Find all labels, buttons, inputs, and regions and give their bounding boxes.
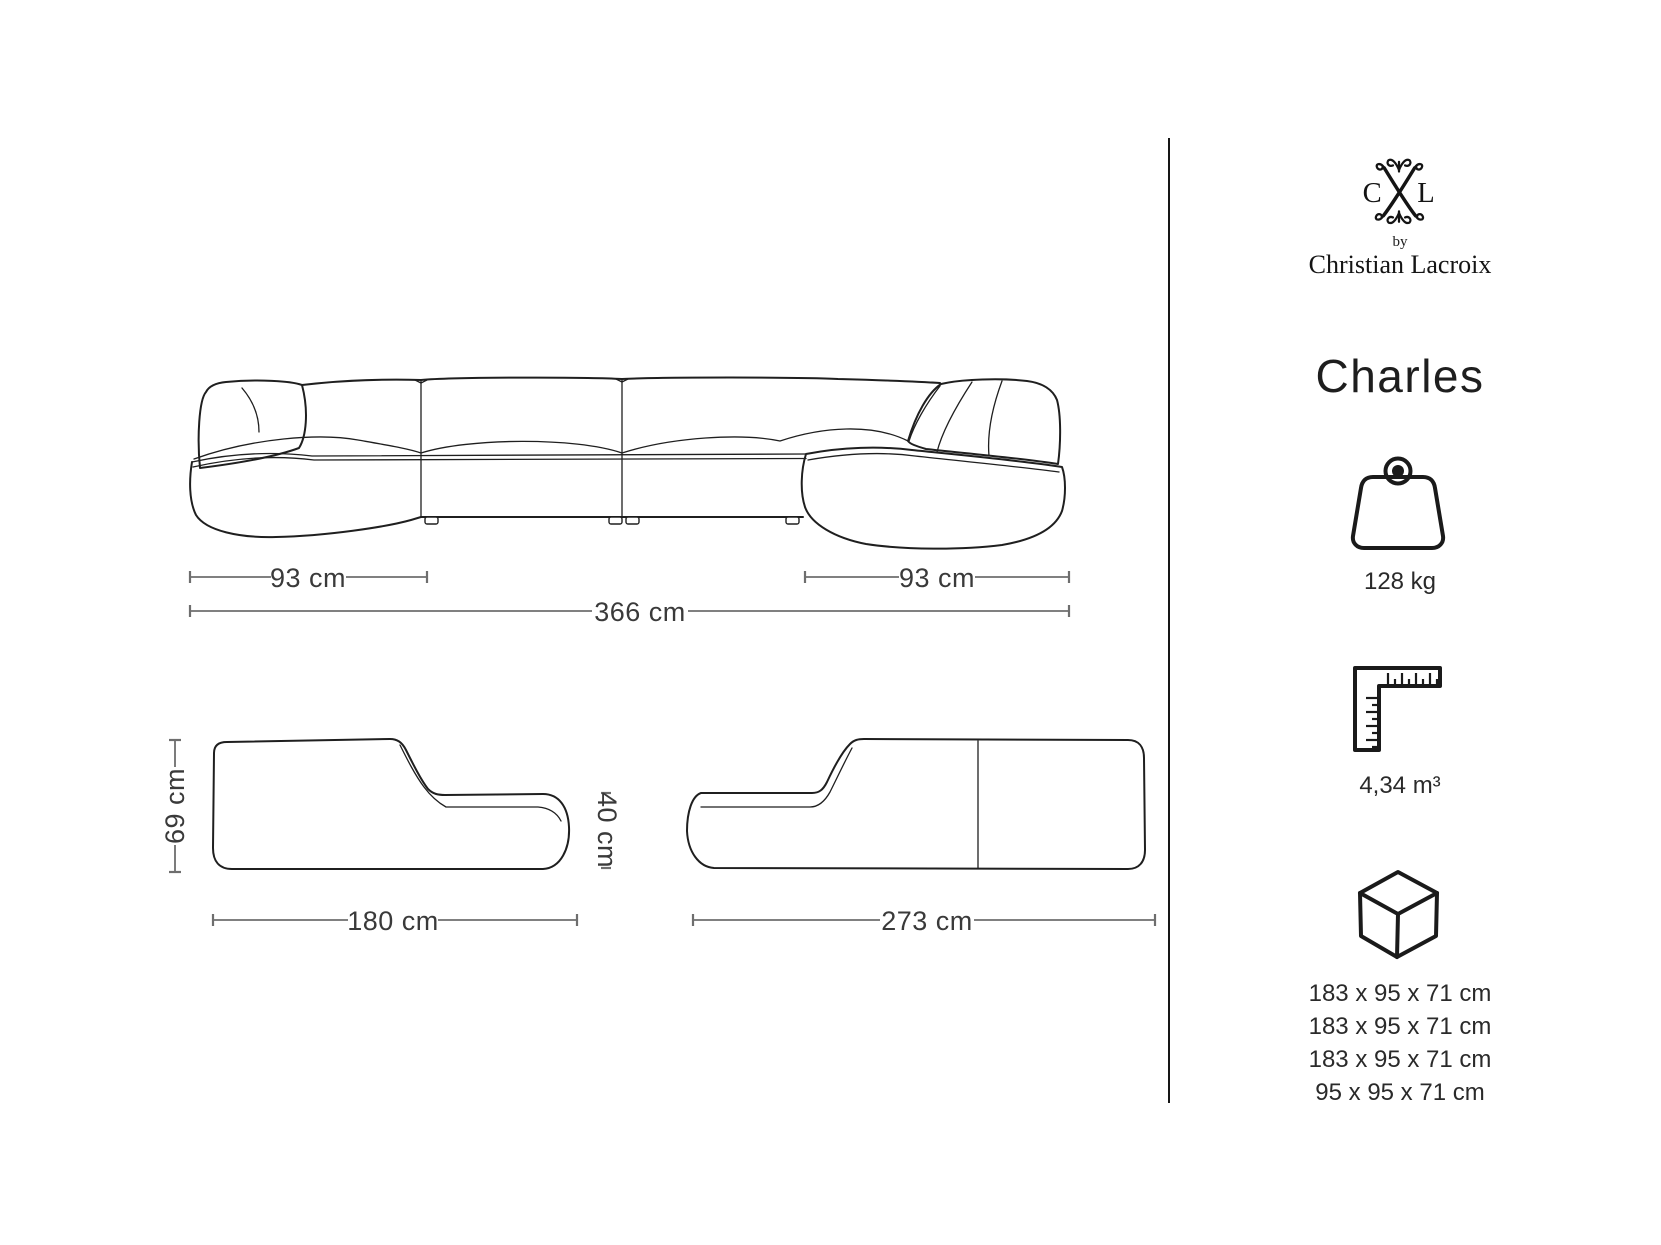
top-view-dimensions — [190, 563, 1069, 627]
right-cushion-pleat — [989, 381, 1002, 456]
left-side-dimensions — [160, 740, 622, 936]
sofa-foot — [786, 517, 799, 524]
cl-monogram-icon — [1360, 155, 1438, 233]
right-chaise-body — [802, 448, 1065, 549]
right-chaise-edge-line — [808, 454, 1059, 472]
product-name: Charles — [1315, 350, 1485, 402]
brand-by-label: by — [1392, 234, 1408, 250]
seat-cushion-curve-3 — [622, 429, 908, 453]
package-size-list — [1280, 977, 1520, 1109]
dim-left-chaise-width: 93 cm — [269, 563, 347, 593]
package-cube-icon — [1352, 864, 1447, 964]
package-size: 95 x 95 x 71 cm — [1315, 1079, 1485, 1106]
seat-front-edge-lower — [193, 458, 806, 467]
right-side-dimensions — [693, 906, 1155, 936]
sofa-foot — [425, 517, 438, 524]
left-chaise-body — [190, 462, 421, 537]
sofa-side-view-right — [687, 739, 1145, 869]
right-profile-outline — [687, 739, 1145, 869]
monogram-letter-c: C — [1362, 177, 1382, 209]
dim-right-chaise-width: 93 cm — [898, 563, 976, 593]
weight-value: 128 kg — [1363, 568, 1437, 595]
left-profile-outline — [213, 739, 569, 869]
brand-name: Christian Lacroix — [1308, 250, 1492, 279]
monogram-letter-l: L — [1417, 177, 1435, 209]
dim-right-section-depth: 273 cm — [881, 906, 973, 936]
dim-left-section-depth: 180 cm — [347, 906, 439, 936]
right-cushion-pleat — [937, 382, 972, 452]
sofa-side-view-left — [213, 739, 569, 869]
left-back-cushion — [199, 381, 306, 468]
right-cushion-pleat — [909, 386, 940, 441]
volume-value: 4,34 m³ — [1359, 772, 1441, 799]
sofa-foot — [626, 517, 639, 524]
panel-divider — [1168, 138, 1170, 1103]
ruler-corner-icon — [1350, 662, 1445, 757]
dim-seat-height: 40 cm — [592, 791, 622, 869]
sofa-foot — [609, 517, 622, 524]
package-size: 183 x 95 x 71 cm — [1308, 980, 1492, 1007]
weight-icon — [1340, 445, 1455, 555]
package-size: 183 x 95 x 71 cm — [1308, 1013, 1492, 1040]
package-size: 183 x 95 x 71 cm — [1308, 1046, 1492, 1073]
sofa-top-view — [190, 378, 1065, 549]
seat-cushion-curve-2 — [421, 441, 622, 453]
dim-total-width: 366 cm — [594, 597, 686, 627]
dim-back-height: 69 cm — [160, 767, 190, 845]
left-cushion-crease — [242, 388, 259, 432]
